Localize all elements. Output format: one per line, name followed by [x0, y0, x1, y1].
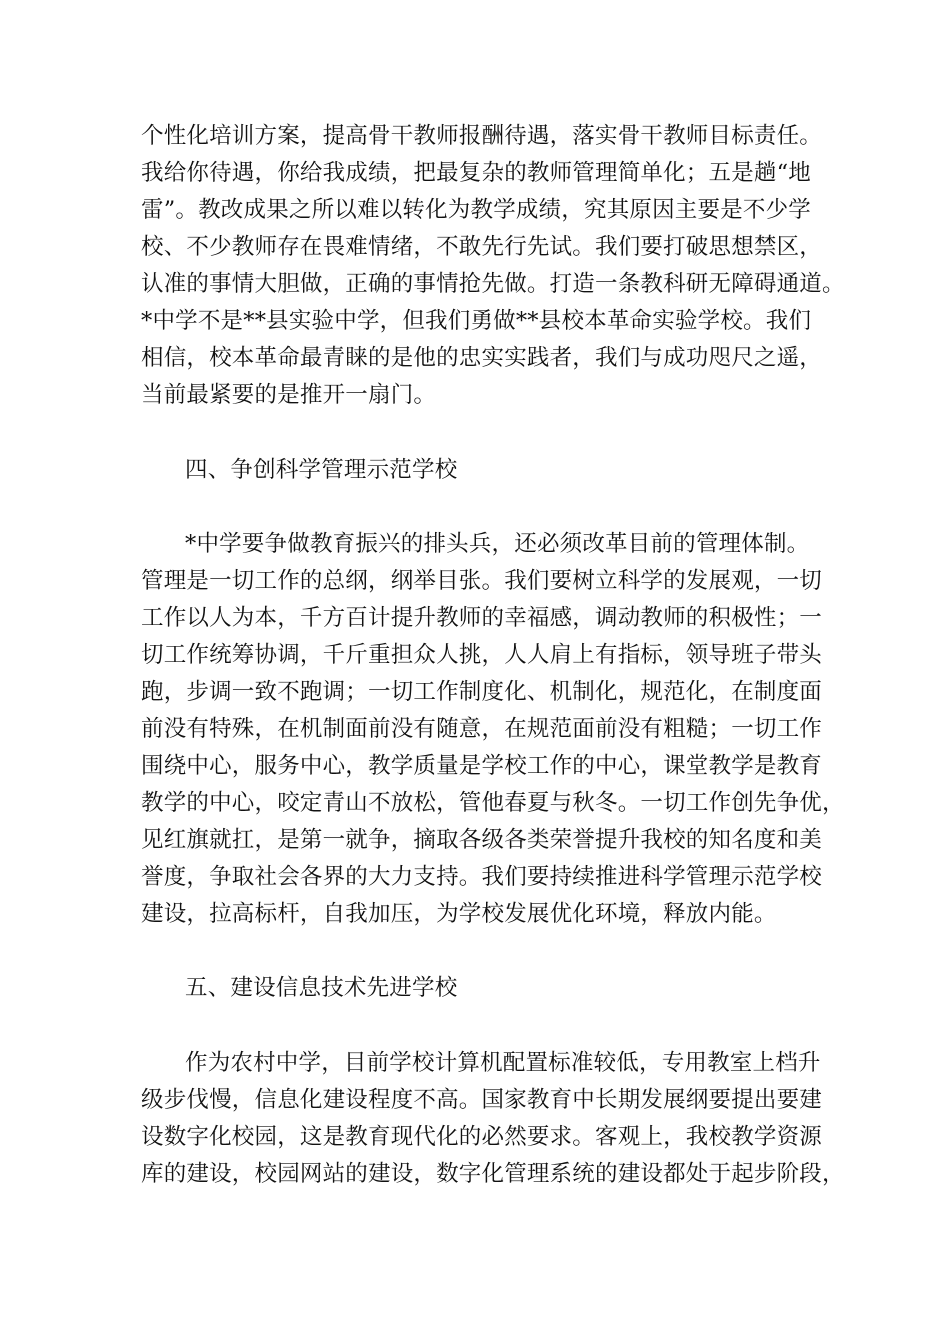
text-line: 作为农村中学，目前学校计算机配置标准较低，专用教室上档升 — [185, 1050, 821, 1076]
text-line: *中学不是**县实验中学，但我们勇做**县校本革命实验学校。我们 — [141, 308, 812, 334]
text-line: 见红旗就扛，是第一就争，摘取各级各类荣誉提升我校的知名度和美 — [141, 827, 823, 853]
heading-text: 四、争创科学管理示范学校 — [185, 457, 458, 483]
text-line: 雷”。教改成果之所以难以转化为教学成绩，究其原因主要是不少学 — [141, 197, 812, 223]
paragraph-4 — [141, 526, 845, 933]
text-line: 当前最紧要的是推开一扇门。 — [141, 382, 437, 408]
text-line: 设数字化校园，这是教育现代化的必然要求。客观上，我校教学资源 — [141, 1124, 823, 1150]
text-line: 管理是一切工作的总纲，纲举目张。我们要树立科学的发展观，一切 — [141, 568, 823, 594]
heading-text: 五、建设信息技术先进学校 — [185, 975, 458, 1001]
paragraph-continued — [141, 118, 845, 414]
section-heading-5 — [141, 970, 831, 1007]
text-line: 切工作统筹协调，千斤重担众人挑，人人肩上有指标，领导班子带头 — [141, 642, 823, 668]
text-line: 前没有特殊，在机制面前没有随意，在规范面前没有粗糙；一切工作 — [141, 716, 823, 742]
text-line: 库的建设，校园网站的建设，数字化管理系统的建设都处于起步阶段， — [141, 1161, 845, 1187]
text-line: 跑，步调一致不跑调；一切工作制度化、机制化，规范化，在制度面 — [141, 679, 823, 705]
text-line: 围绕中心，服务中心，教学质量是学校工作的中心，课堂教学是教育 — [141, 753, 823, 779]
text-line: 工作以人为本，千方百计提升教师的幸福感，调动教师的积极性；一 — [141, 605, 823, 631]
text-line: 誉度，争取社会各界的大力支持。我们要持续推进科学管理示范学校 — [141, 864, 823, 890]
text-line: 我给你待遇，你给我成绩，把最复杂的教师管理简单化；五是趟“地 — [141, 160, 812, 186]
text-line: 级步伐慢，信息化建设程度不高。国家教育中长期发展纲要提出要建 — [141, 1087, 823, 1113]
text-line: 建设，拉高标杆，自我加压，为学校发展优化环境，释放内能。 — [141, 901, 777, 927]
text-line: 个性化培训方案，提高骨干教师报酬待遇，落实骨干教师目标责任。 — [141, 123, 823, 149]
paragraph-5 — [141, 1045, 845, 1193]
text-line: 相信，校本革命最青睐的是他的忠实实践者，我们与成功咫尺之遥， — [141, 345, 823, 371]
text-line: 校、不少教师存在畏难情绪，不敢先行先试。我们要打破思想禁区， — [141, 234, 823, 260]
text-line: 认准的事情大胆做，正确的事情抢先做。打造一条教科研无障碍通道。 — [141, 271, 845, 297]
text-line: 教学的中心，咬定青山不放松，管他春夏与秋冬。一切工作创先争优， — [141, 790, 845, 816]
text-line: *中学要争做教育振兴的排头兵，还必须改革目前的管理体制。 — [185, 531, 810, 557]
section-heading-4 — [141, 452, 831, 489]
